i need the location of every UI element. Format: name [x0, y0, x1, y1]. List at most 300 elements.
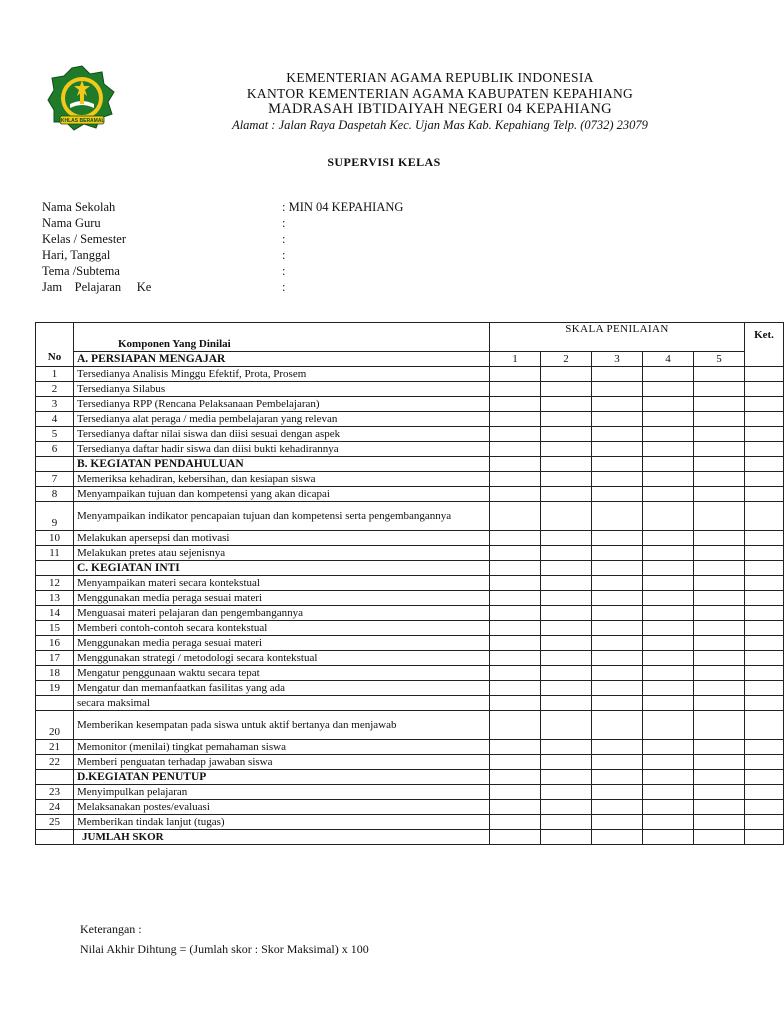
- table-row: [36, 576, 784, 591]
- score-cell[interactable]: [592, 770, 643, 785]
- score-cell[interactable]: [490, 546, 541, 561]
- score-header: 2: [541, 352, 592, 367]
- ket-cell[interactable]: [745, 755, 784, 770]
- table-row: [36, 487, 784, 502]
- score-cell[interactable]: [592, 591, 643, 606]
- table-row: [36, 427, 784, 442]
- score-cell[interactable]: [541, 621, 592, 636]
- table-row: [36, 442, 784, 457]
- info-value: :: [282, 280, 286, 294]
- score-cell[interactable]: [643, 800, 694, 815]
- section-d-title: D.KEGIATAN PENUTUP: [74, 770, 490, 785]
- item-component: Menguasai materi pelajaran dan pengembangannya: [74, 606, 490, 621]
- score-cell[interactable]: [592, 457, 643, 472]
- score-cell[interactable]: [694, 502, 745, 531]
- item-number: 3: [36, 397, 74, 412]
- ket-cell[interactable]: [745, 636, 784, 651]
- item-component: Menyampaikan materi secara kontekstual: [74, 576, 490, 591]
- info-value: : MIN 04 KEPAHIANG: [282, 200, 404, 214]
- item-number: 18: [36, 666, 74, 681]
- score-cell[interactable]: [490, 472, 541, 487]
- score-cell[interactable]: [694, 546, 745, 561]
- item-component: Memonitor (menilai) tingkat pemahaman siswa: [74, 740, 490, 755]
- info-label: Kelas / Semester: [42, 232, 127, 246]
- score-cell[interactable]: [490, 442, 541, 457]
- score-cell[interactable]: [592, 531, 643, 546]
- score-cell[interactable]: [592, 576, 643, 591]
- score-cell[interactable]: [541, 442, 592, 457]
- item-component: Memberi contoh-contoh secara kontekstual: [74, 621, 490, 636]
- section-number: [36, 770, 74, 785]
- info-row: [42, 215, 642, 231]
- score-cell[interactable]: [490, 427, 541, 442]
- score-cell[interactable]: [592, 800, 643, 815]
- score-cell[interactable]: [643, 681, 694, 696]
- score-cell[interactable]: [541, 830, 592, 845]
- table-row: [36, 606, 784, 621]
- score-header: 5: [694, 352, 745, 367]
- school-address: Alamat : Jalan Raya Daspetah Kec. Ujan Mas Kab. Kepahiang Telp. (0732) 23079: [232, 117, 648, 132]
- score-cell[interactable]: [592, 487, 643, 502]
- score-cell[interactable]: [490, 815, 541, 830]
- score-cell[interactable]: [541, 427, 592, 442]
- item-component: Tersedianya daftar nilai siswa dan diisi sesuai dengan aspek: [74, 427, 490, 442]
- score-cell[interactable]: [541, 651, 592, 666]
- score-cell[interactable]: [541, 740, 592, 755]
- score-cell[interactable]: [694, 711, 745, 740]
- score-cell[interactable]: [694, 830, 745, 845]
- table-row: [36, 636, 784, 651]
- item-component: Melakukan apersepsi dan motivasi: [74, 531, 490, 546]
- info-value: :: [282, 232, 286, 246]
- score-cell[interactable]: [643, 546, 694, 561]
- score-cell[interactable]: [541, 502, 592, 531]
- score-cell[interactable]: [490, 487, 541, 502]
- score-cell[interactable]: [541, 591, 592, 606]
- score-cell[interactable]: [643, 711, 694, 740]
- score-cell[interactable]: [592, 502, 643, 531]
- score-cell[interactable]: [490, 651, 541, 666]
- score-cell[interactable]: [592, 830, 643, 845]
- letterhead: [140, 70, 740, 132]
- table-row: [36, 591, 784, 606]
- ket-cell[interactable]: [745, 711, 784, 740]
- score-cell[interactable]: [490, 591, 541, 606]
- document-title: SUPERVISI KELAS: [327, 155, 441, 169]
- score-cell[interactable]: [592, 427, 643, 442]
- score-cell[interactable]: [490, 681, 541, 696]
- score-cell[interactable]: [592, 740, 643, 755]
- score-cell[interactable]: [694, 412, 745, 427]
- ket-cell[interactable]: [745, 472, 784, 487]
- info-value: :: [282, 216, 286, 230]
- table-row: [36, 785, 784, 800]
- score-cell[interactable]: [490, 576, 541, 591]
- item-component: Menyampaikan tujuan dan kompetensi yang akan dicapai: [74, 487, 490, 502]
- score-cell[interactable]: [643, 561, 694, 576]
- ket-cell[interactable]: [745, 785, 784, 800]
- score-cell[interactable]: [643, 830, 694, 845]
- table-row: [36, 800, 784, 815]
- score-cell[interactable]: [694, 740, 745, 755]
- item-number: 5: [36, 427, 74, 442]
- score-cell[interactable]: [694, 531, 745, 546]
- score-cell[interactable]: [541, 457, 592, 472]
- ket-cell[interactable]: [745, 487, 784, 502]
- section-row: [36, 561, 784, 576]
- score-cell[interactable]: [592, 412, 643, 427]
- item-component: Memberikan kesempatan pada siswa untuk aktif bertanya dan menjawab: [74, 711, 490, 740]
- table-row: [36, 382, 784, 397]
- score-cell[interactable]: [694, 576, 745, 591]
- score-cell[interactable]: [643, 815, 694, 830]
- notes-formula: Nilai Akhir Dihtung = (Jumlah skor : Skor Maksimal) x 100: [80, 942, 369, 956]
- ket-cell[interactable]: [745, 591, 784, 606]
- score-cell[interactable]: [541, 412, 592, 427]
- score-cell[interactable]: [541, 755, 592, 770]
- item-component: Menggunakan strategi / metodologi secara kontekstual: [74, 651, 490, 666]
- info-row: [42, 263, 642, 279]
- item-component: Menyimpulkan pelajaran: [74, 785, 490, 800]
- score-cell[interactable]: [643, 755, 694, 770]
- score-cell[interactable]: [490, 636, 541, 651]
- score-cell[interactable]: [490, 531, 541, 546]
- section-b-title: B. KEGIATAN PENDAHULUAN: [74, 457, 490, 472]
- item-number: 20: [36, 711, 74, 740]
- score-cell[interactable]: [694, 591, 745, 606]
- info-label: Hari, Tanggal: [42, 248, 111, 262]
- item-component: Mengatur penggunaan waktu secara tepat: [74, 666, 490, 681]
- score-cell[interactable]: [643, 442, 694, 457]
- ket-cell[interactable]: [745, 696, 784, 711]
- header-ket: Ket.: [745, 323, 784, 367]
- score-cell[interactable]: [490, 696, 541, 711]
- score-cell[interactable]: [643, 651, 694, 666]
- table-row: [36, 711, 784, 740]
- item-component: Tersedianya RPP (Rencana Pelaksanaan Pembelajaran): [74, 397, 490, 412]
- score-header: 1: [490, 352, 541, 367]
- score-cell[interactable]: [694, 367, 745, 382]
- score-cell[interactable]: [490, 711, 541, 740]
- score-cell[interactable]: [643, 740, 694, 755]
- score-cell[interactable]: [490, 770, 541, 785]
- score-cell[interactable]: [643, 367, 694, 382]
- info-row: [42, 199, 642, 215]
- score-cell[interactable]: [541, 711, 592, 740]
- header-component: Komponen Yang Dinilai: [74, 323, 490, 352]
- score-cell[interactable]: [694, 606, 745, 621]
- ket-cell[interactable]: [745, 397, 784, 412]
- ket-cell[interactable]: [745, 621, 784, 636]
- item-component: Memberikan tindak lanjut (tugas): [74, 815, 490, 830]
- item-component: Memeriksa kehadiran, kebersihan, dan kesiapan siswa: [74, 472, 490, 487]
- item-number: 25: [36, 815, 74, 830]
- score-cell[interactable]: [490, 621, 541, 636]
- score-cell[interactable]: [592, 472, 643, 487]
- score-cell[interactable]: [490, 830, 541, 845]
- score-cell[interactable]: [541, 636, 592, 651]
- score-cell[interactable]: [490, 397, 541, 412]
- score-cell[interactable]: [541, 561, 592, 576]
- score-cell[interactable]: [694, 397, 745, 412]
- ket-cell[interactable]: [745, 800, 784, 815]
- item-number: 8: [36, 487, 74, 502]
- score-cell[interactable]: [694, 681, 745, 696]
- section-row: [36, 457, 784, 472]
- score-cell[interactable]: [592, 785, 643, 800]
- score-cell[interactable]: [541, 546, 592, 561]
- score-cell[interactable]: [541, 472, 592, 487]
- score-cell[interactable]: [694, 800, 745, 815]
- table-row: [36, 815, 784, 830]
- score-header: 4: [643, 352, 694, 367]
- score-cell[interactable]: [643, 666, 694, 681]
- section-a-title: A. PERSIAPAN MENGAJAR: [74, 352, 490, 367]
- notes: [80, 919, 369, 959]
- table-row: [36, 666, 784, 681]
- item-number: 6: [36, 442, 74, 457]
- score-cell[interactable]: [541, 785, 592, 800]
- info-row: [42, 279, 642, 295]
- score-cell[interactable]: [490, 606, 541, 621]
- item-number: 19: [36, 681, 74, 696]
- ket-cell[interactable]: [745, 666, 784, 681]
- score-cell[interactable]: [592, 636, 643, 651]
- ket-cell[interactable]: [745, 606, 784, 621]
- score-cell[interactable]: [643, 457, 694, 472]
- table-row: [36, 412, 784, 427]
- item-number: 12: [36, 576, 74, 591]
- item-component: Menyampaikan indikator pencapaian tujuan dan kompetensi serta pengembangannya: [74, 502, 490, 531]
- score-cell[interactable]: [541, 576, 592, 591]
- svg-text:IKHLAS BERAMAL: IKHLAS BERAMAL: [59, 118, 105, 125]
- score-cell[interactable]: [592, 546, 643, 561]
- score-cell[interactable]: [592, 397, 643, 412]
- score-cell[interactable]: [643, 397, 694, 412]
- ket-cell[interactable]: [745, 427, 784, 442]
- score-cell[interactable]: [541, 815, 592, 830]
- ket-cell[interactable]: [745, 576, 784, 591]
- score-cell[interactable]: [592, 815, 643, 830]
- item-number: 4: [36, 412, 74, 427]
- score-cell[interactable]: [694, 561, 745, 576]
- score-cell[interactable]: [694, 621, 745, 636]
- table-row: [36, 681, 784, 696]
- item-component: Melakukan pretes atau sejenisnya: [74, 546, 490, 561]
- score-cell[interactable]: [490, 412, 541, 427]
- item-component: Menggunakan media peraga sesuai materi: [74, 591, 490, 606]
- score-cell[interactable]: [643, 576, 694, 591]
- score-cell[interactable]: [694, 651, 745, 666]
- info-row: [42, 231, 642, 247]
- item-component: Tersedianya daftar hadir siswa dan diisi bukti kehadirannya: [74, 442, 490, 457]
- ket-cell[interactable]: [745, 740, 784, 755]
- score-cell[interactable]: [643, 487, 694, 502]
- item-number: 2: [36, 382, 74, 397]
- item-component: Tersedianya Silabus: [74, 382, 490, 397]
- item-component: Mengatur dan memanfaatkan fasilitas yang ada: [74, 681, 490, 696]
- score-cell[interactable]: [541, 382, 592, 397]
- score-cell[interactable]: [694, 472, 745, 487]
- info-value: :: [282, 248, 286, 262]
- office-name: KANTOR KEMENTERIAN AGAMA KABUPATEN KEPAHIANG: [246, 85, 634, 101]
- table-row: [36, 755, 784, 770]
- ket-cell[interactable]: [745, 830, 784, 845]
- header-no: No: [36, 323, 74, 367]
- item-number: 14: [36, 606, 74, 621]
- score-cell[interactable]: [541, 696, 592, 711]
- item-component: secara maksimal: [74, 696, 490, 711]
- total-label: JUMLAH SKOR: [74, 830, 490, 845]
- score-cell[interactable]: [643, 382, 694, 397]
- score-cell[interactable]: [643, 412, 694, 427]
- score-cell[interactable]: [694, 785, 745, 800]
- score-cell[interactable]: [643, 770, 694, 785]
- score-cell[interactable]: [541, 770, 592, 785]
- info-value: :: [282, 264, 286, 278]
- kemenag-logo: [46, 64, 118, 132]
- score-cell[interactable]: [490, 561, 541, 576]
- info-row: [42, 247, 642, 263]
- ket-cell[interactable]: [745, 382, 784, 397]
- table-row: [36, 651, 784, 666]
- ket-cell[interactable]: [745, 546, 784, 561]
- item-number: 13: [36, 591, 74, 606]
- score-cell[interactable]: [694, 442, 745, 457]
- score-cell[interactable]: [694, 487, 745, 502]
- item-number: 22: [36, 755, 74, 770]
- ket-cell[interactable]: [745, 502, 784, 531]
- table-row: [36, 367, 784, 382]
- score-cell[interactable]: [694, 666, 745, 681]
- ket-cell[interactable]: [745, 770, 784, 785]
- ket-cell[interactable]: [745, 815, 784, 830]
- section-row: [36, 770, 784, 785]
- score-cell[interactable]: [694, 636, 745, 651]
- score-cell[interactable]: [643, 606, 694, 621]
- item-number: 24: [36, 800, 74, 815]
- item-number: 11: [36, 546, 74, 561]
- table-row: [36, 696, 784, 711]
- assessment-table: [35, 322, 784, 845]
- school-name: MADRASAH IBTIDAIYAH NEGERI 04 KEPAHIANG: [268, 101, 612, 118]
- score-cell[interactable]: [592, 367, 643, 382]
- score-cell[interactable]: [490, 755, 541, 770]
- score-cell[interactable]: [643, 785, 694, 800]
- score-cell[interactable]: [490, 740, 541, 755]
- score-cell[interactable]: [643, 636, 694, 651]
- ket-cell[interactable]: [745, 681, 784, 696]
- score-cell[interactable]: [541, 397, 592, 412]
- score-cell[interactable]: [643, 472, 694, 487]
- score-cell[interactable]: [541, 681, 592, 696]
- score-cell[interactable]: [541, 367, 592, 382]
- score-cell[interactable]: [490, 800, 541, 815]
- ket-cell[interactable]: [745, 367, 784, 382]
- score-header: 3: [592, 352, 643, 367]
- score-cell[interactable]: [592, 561, 643, 576]
- score-cell[interactable]: [490, 382, 541, 397]
- score-cell[interactable]: [592, 711, 643, 740]
- ket-cell[interactable]: [745, 531, 784, 546]
- score-cell[interactable]: [592, 621, 643, 636]
- total-row: [36, 830, 784, 845]
- item-component: Tersedianya alat peraga / media pembelajaran yang relevan: [74, 412, 490, 427]
- score-cell[interactable]: [541, 606, 592, 621]
- ket-cell[interactable]: [745, 442, 784, 457]
- score-cell[interactable]: [643, 531, 694, 546]
- score-cell[interactable]: [541, 487, 592, 502]
- score-cell[interactable]: [592, 442, 643, 457]
- ket-cell[interactable]: [745, 457, 784, 472]
- score-cell[interactable]: [592, 606, 643, 621]
- score-cell[interactable]: [694, 457, 745, 472]
- item-component: Tersedianya Analisis Minggu Efektif, Prota, Prosem: [74, 367, 490, 382]
- score-cell[interactable]: [694, 696, 745, 711]
- score-cell[interactable]: [490, 666, 541, 681]
- table-row: [36, 502, 784, 531]
- score-cell[interactable]: [541, 531, 592, 546]
- score-cell[interactable]: [694, 815, 745, 830]
- score-cell[interactable]: [490, 367, 541, 382]
- item-number: 7: [36, 472, 74, 487]
- score-cell[interactable]: [643, 427, 694, 442]
- header-scale: SKALA PENILAIAN: [490, 323, 745, 352]
- score-cell[interactable]: [541, 666, 592, 681]
- item-component: Menggunakan media peraga sesuai materi: [74, 636, 490, 651]
- table-row: [36, 531, 784, 546]
- section-number: [36, 457, 74, 472]
- item-number: 23: [36, 785, 74, 800]
- score-cell[interactable]: [541, 800, 592, 815]
- score-cell[interactable]: [643, 502, 694, 531]
- ket-cell[interactable]: [745, 651, 784, 666]
- score-cell[interactable]: [592, 755, 643, 770]
- item-number: 9: [36, 502, 74, 531]
- score-cell[interactable]: [490, 457, 541, 472]
- item-number: 15: [36, 621, 74, 636]
- item-number: 16: [36, 636, 74, 651]
- ket-cell[interactable]: [745, 412, 784, 427]
- score-cell[interactable]: [592, 681, 643, 696]
- section-c-title: C. KEGIATAN INTI: [74, 561, 490, 576]
- info-label: Nama Guru: [42, 216, 101, 230]
- score-cell[interactable]: [592, 696, 643, 711]
- score-cell[interactable]: [643, 696, 694, 711]
- ministry-name: KEMENTERIAN AGAMA REPUBLIK INDONESIA: [286, 70, 594, 85]
- item-number: 21: [36, 740, 74, 755]
- score-cell[interactable]: [592, 382, 643, 397]
- table-row: [36, 621, 784, 636]
- total-number: [36, 830, 74, 845]
- score-cell[interactable]: [490, 502, 541, 531]
- item-component: Melaksanakan postes/evaluasi: [74, 800, 490, 815]
- ket-cell[interactable]: [745, 561, 784, 576]
- score-cell[interactable]: [694, 770, 745, 785]
- notes-label: Keterangan :: [80, 922, 142, 936]
- score-cell[interactable]: [694, 755, 745, 770]
- score-cell[interactable]: [490, 785, 541, 800]
- item-number: 17: [36, 651, 74, 666]
- section-number: [36, 561, 74, 576]
- info-label: Nama Sekolah: [42, 200, 116, 214]
- score-cell[interactable]: [592, 666, 643, 681]
- score-cell[interactable]: [694, 382, 745, 397]
- score-cell[interactable]: [643, 621, 694, 636]
- score-cell[interactable]: [694, 427, 745, 442]
- score-cell[interactable]: [643, 591, 694, 606]
- score-cell[interactable]: [592, 651, 643, 666]
